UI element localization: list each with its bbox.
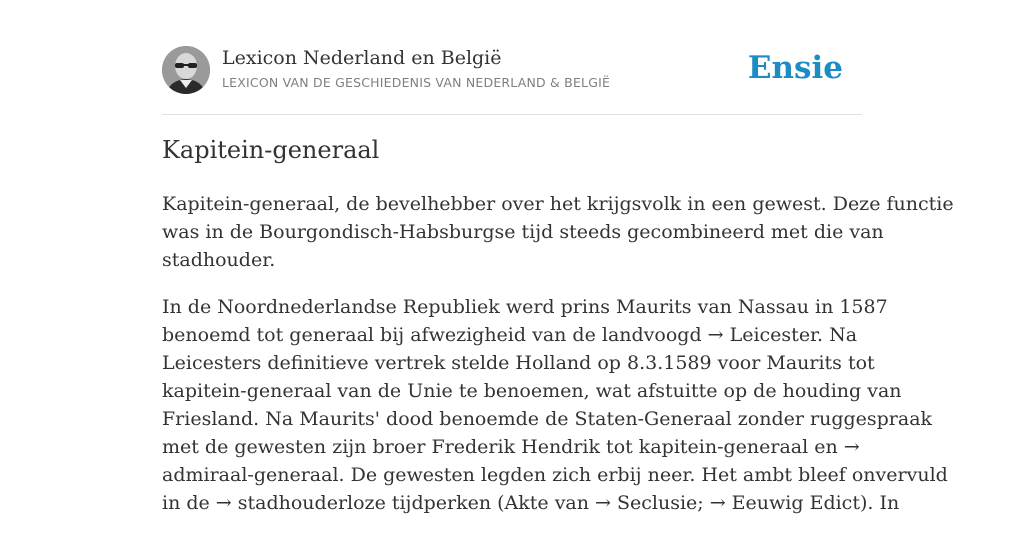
text-line: admiraal-generaal. De gewesten legden zich erbij neer. Het ambt bleef onvervuld <box>162 464 948 486</box>
page-title: Kapitein-generaal <box>162 136 380 164</box>
text-line: stadhouder. <box>162 249 276 271</box>
text-line: benoemd tot generaal bij afwezigheid van de landvoogd → Leicester. Na <box>162 324 858 346</box>
paragraph <box>162 293 948 517</box>
site-header <box>162 44 862 115</box>
text-line: kapitein-generaal van de Unie te benoemen, wat afstuitte op de houding van <box>162 380 902 402</box>
text-line: Leicesters definitieve vertrek stelde Holland op 8.3.1589 voor Maurits tot <box>162 352 875 374</box>
avatar[interactable] <box>162 46 210 94</box>
text-line: met de gewesten zijn broer Frederik Hendrik tot kapitein-generaal en → <box>162 436 860 458</box>
paragraph <box>162 190 954 274</box>
text-line: was in de Bourgondisch-Habsburgse tijd steeds gecombineerd met die van <box>162 221 884 243</box>
text-line: Kapitein-generaal, de bevelhebber over het krijgsvolk in een gewest. Deze functie <box>162 193 954 215</box>
text-line: in de → stadhouderloze tijdperken (Akte van → Seclusie; → Eeuwig Edict). In <box>162 492 900 514</box>
article-body <box>162 190 954 536</box>
avatar-portrait-icon <box>162 46 210 94</box>
text-line: In de Noordnederlandse Republiek werd prins Maurits van Nassau in 1587 <box>162 296 888 318</box>
lexicon-subtitle: LEXICON VAN DE GESCHIEDENIS VAN NEDERLAND & BELGIË <box>222 75 611 90</box>
text-line: Friesland. Na Maurits' dood benoemde de Staten-Generaal zonder ruggespraak <box>162 408 933 430</box>
brand-logo[interactable]: Ensie <box>747 50 843 86</box>
lexicon-title[interactable]: Lexicon Nederland en België <box>222 47 502 69</box>
